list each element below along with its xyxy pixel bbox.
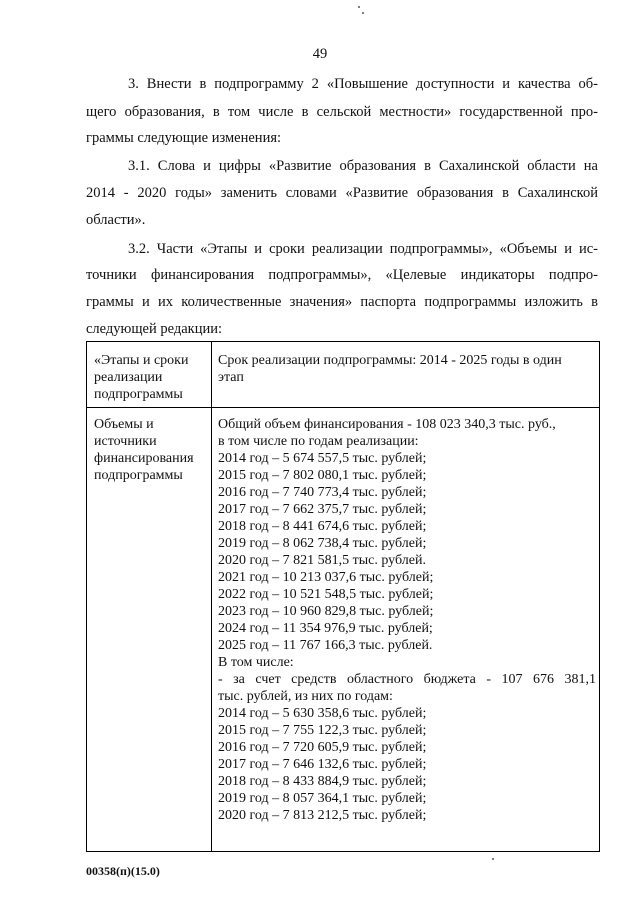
cell-line: тыс. рублей, из них по годам: [218, 689, 393, 704]
cell-line: 2017 год – 7 662 375,7 тыс. рублей; [218, 502, 427, 517]
cell-line: 2020 год – 7 813 212,5 тыс. рублей; [218, 808, 427, 823]
cell-line: 2015 год – 7 755 122,3 тыс. рублей; [218, 723, 427, 738]
cell-line: Общий объем финансирования - 108 023 340,3 тыс. руб., [218, 417, 556, 432]
cell-line: подпрограммы [94, 387, 183, 402]
table-row-divider [87, 407, 599, 408]
cell-line: 2021 год – 10 213 037,6 тыс. рублей; [218, 570, 434, 585]
cell-line: 2019 год – 8 057 364,1 тыс. рублей; [218, 791, 427, 806]
cell-line: 2023 год – 10 960 829,8 тыс. рублей; [218, 604, 434, 619]
cell-line: 2014 год – 5 674 557,5 тыс. рублей; [218, 451, 427, 466]
paragraph-line: следующей редакции: [86, 321, 223, 337]
table-column-divider [211, 342, 212, 851]
cell-line: Срок реализации подпрограммы: 2014 - 2025 годы в один [218, 353, 562, 368]
cell-line: «Этапы и сроки [94, 353, 189, 368]
paragraph-line: 3.1. Слова и цифры «Развитие образования в Сахалинской области на [128, 158, 598, 174]
paragraph-line: щего образования, в том числе в сельской местности» государственной про- [86, 104, 598, 120]
cell-line: 2016 год – 7 740 773,4 тыс. рублей; [218, 485, 427, 500]
page-number: 49 [312, 46, 328, 62]
cell-line: в том числе по годам реализации: [218, 434, 419, 449]
paragraph-line: области». [86, 212, 146, 228]
cell-line: 2020 год – 7 821 581,5 тыс. рублей. [218, 553, 426, 568]
cell-line: реализации [94, 370, 163, 385]
paragraph-line: 3. Внести в подпрограмму 2 «Повышение доступности и качества об- [128, 76, 598, 92]
cell-line: 2018 год – 8 441 674,6 тыс. рублей; [218, 519, 427, 534]
cell-line: 2017 год – 7 646 132,6 тыс. рублей; [218, 757, 427, 772]
cell-line: В том числе: [218, 655, 294, 670]
cell-line: 2015 год – 7 802 080,1 тыс. рублей; [218, 468, 427, 483]
cell-line: 2024 год – 11 354 976,9 тыс. рублей; [218, 621, 433, 636]
document-code: 00358(п)(15.0) [86, 864, 160, 878]
paragraph-line: точники финансирования подпрограммы», «Целевые индикаторы подпро- [86, 267, 598, 283]
table-cell-label [94, 416, 206, 484]
table-cell-label [94, 352, 206, 403]
scan-speck [358, 6, 360, 8]
table-cell-value [218, 416, 596, 824]
cell-line: 2018 год – 8 433 884,9 тыс. рублей; [218, 774, 427, 789]
cell-line: - за счет средств областного бюджета - 107 676 381,1 [218, 672, 596, 687]
cell-line: финансирования [94, 451, 194, 466]
paragraph-line: граммы следующие изменения: [86, 130, 282, 146]
cell-line: подпрограммы [94, 468, 183, 483]
cell-line: 2014 год – 5 630 358,6 тыс. рублей; [218, 706, 427, 721]
cell-line: 2025 год – 11 767 166,3 тыс. рублей. [218, 638, 433, 653]
paragraph-line: граммы и их количественные значения» паспорта подпрограммы изложить в [86, 294, 598, 310]
paragraph-line: 3.2. Части «Этапы и сроки реализации подпрограммы», «Объемы и ис- [128, 241, 598, 257]
cell-line: 2022 год – 10 521 548,5 тыс. рублей; [218, 587, 434, 602]
cell-line: Объемы и [94, 417, 154, 432]
paragraph-line: 2014 - 2020 годы» заменить словами «Развитие образования в Сахалинской [86, 185, 598, 201]
cell-line: источники [94, 434, 157, 449]
passport-table [86, 341, 600, 852]
scan-speck [362, 12, 364, 14]
scan-speck [492, 858, 494, 860]
table-cell-value [218, 352, 596, 386]
cell-line: 2016 год – 7 720 605,9 тыс. рублей; [218, 740, 427, 755]
cell-line: этап [218, 370, 244, 385]
cell-line: 2019 год – 8 062 738,4 тыс. рублей; [218, 536, 427, 551]
